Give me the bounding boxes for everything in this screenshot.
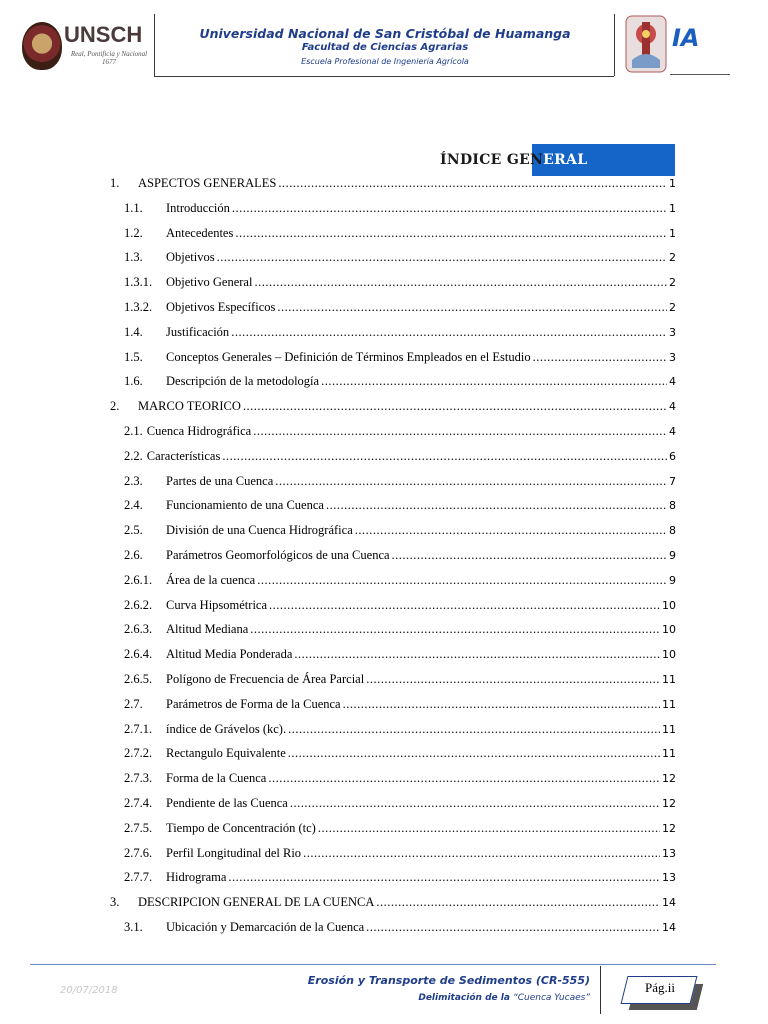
toc-entry-leader [275, 470, 667, 492]
toc-entry-page: 2 [669, 276, 676, 290]
toc-entry-page: 4 [669, 375, 676, 389]
toc-entry[interactable] [124, 420, 676, 442]
school-logo [618, 10, 738, 78]
toc-entry-leader [290, 792, 660, 814]
university-seal-icon [22, 22, 62, 70]
toc-entry[interactable] [124, 296, 676, 318]
toc-entry-number: 1.1. [124, 200, 143, 215]
toc-entry[interactable] [124, 792, 676, 814]
index-title-part1: ÍNDICE GEN [440, 152, 544, 168]
toc-entry-title: Introducción [166, 200, 230, 215]
toc-entry-number: 2.7.7. [124, 870, 153, 885]
toc-entry-leader [268, 767, 660, 789]
toc-entry-title: Pendiente de las Cuenca [166, 796, 288, 810]
toc-entry-number: 2.6.5. [124, 672, 153, 686]
toc-entry-title: Ubicación y Demarcación de la Cuenca [166, 920, 365, 934]
toc-entry[interactable] [124, 470, 676, 492]
logo-motto [64, 50, 154, 66]
toc-entry-title: Curva Hipsométrica [166, 597, 268, 612]
toc-entry[interactable] [124, 718, 676, 740]
toc-entry-page: 9 [669, 549, 676, 562]
toc-entry[interactable] [124, 594, 676, 616]
toc-entry-leader [277, 296, 667, 318]
toc-entry[interactable] [110, 172, 676, 194]
toc-entry-page: 7 [669, 474, 676, 488]
toc-entry-page: 11 [662, 673, 676, 686]
index-title-part2: ERAL [543, 152, 588, 168]
toc-entry[interactable] [124, 544, 676, 566]
toc-entry-leader [376, 891, 660, 913]
toc-entry-title: Parámetros de Forma de la Cuenca [166, 696, 341, 711]
toc-entry-leader [294, 643, 660, 665]
footer-subtitle-quote: “Cuenca Yucaes” [513, 993, 590, 1003]
toc-entry[interactable] [124, 271, 676, 293]
toc-entry-title: DESCRIPCION GENERAL DE LA CUENCA [138, 895, 375, 910]
toc-entry-number: 2.6.1. [124, 572, 153, 587]
toc-entry-leader [254, 271, 667, 293]
toc-entry[interactable] [124, 693, 676, 715]
toc-entry-page: 14 [662, 896, 676, 910]
toc-entry-leader [257, 569, 667, 591]
toc-entry-page: 11 [662, 747, 676, 761]
toc-entry-title: Conceptos Generales – Definición de Términos Empleados en el Estudio [166, 349, 531, 364]
toc-entry-number: 1.6. [124, 374, 143, 389]
toc-entry-leader [343, 693, 660, 715]
toc-entry[interactable] [124, 866, 676, 888]
toc-entry-number: 2.6.2. [124, 597, 153, 612]
toc-entry[interactable] [124, 767, 676, 789]
toc-entry-title: Rectangulo Equivalente [166, 746, 286, 761]
toc-entry-leader [269, 594, 660, 616]
toc-entry-page: 10 [662, 648, 676, 662]
toc-entry-page: 4 [669, 425, 676, 438]
toc-entry-title: Funcionamiento de una Cuenca [166, 498, 324, 513]
toc-entry-leader [288, 742, 660, 764]
toc-entry-title: Área de la cuenca [166, 572, 256, 587]
footer-subtitle [250, 993, 590, 1003]
toc-entry-title: Objetivo General [166, 275, 253, 290]
university-logo [22, 18, 152, 78]
header-titles [155, 26, 615, 69]
footer-subtitle-prefix: Delimitación de la [418, 993, 514, 1003]
toc-entry-leader [318, 817, 660, 839]
toc-entry-number: 2. [110, 399, 120, 414]
page-number: Pág.ii [645, 980, 675, 995]
toc-entry-leader [222, 445, 667, 467]
footer-divider [600, 966, 601, 1014]
toc-entry-leader [321, 370, 667, 392]
toc-entry-number: 1.3. [124, 250, 143, 265]
toc-entry-page: 8 [669, 524, 676, 538]
toc-entry-leader [235, 222, 667, 244]
toc-entry-title: Tiempo de Concentración (tc) [166, 820, 316, 835]
toc-entry-page: 6 [669, 449, 676, 463]
footer-date: 20/07/2018 [60, 985, 118, 996]
toc-entry-title: MARCO TEORICO [138, 399, 241, 414]
toc-entry-number: 1.2. [124, 225, 143, 240]
toc-entry-number: 2.5. [124, 523, 143, 538]
logo-text: UNSCH [64, 22, 143, 47]
toc-entry-number: 1.4. [124, 324, 143, 339]
toc-entry-page: 2 [669, 301, 676, 314]
toc-entry[interactable] [124, 346, 676, 368]
agricultural-emblem-icon [624, 12, 668, 74]
toc-entry[interactable] [124, 916, 676, 938]
footer-line [30, 964, 716, 965]
university-name: Universidad Nacional de San Cristóbal de Huamanga [199, 26, 571, 41]
toc-entry-number: 2.4. [124, 498, 143, 513]
toc-entry-title: Características [146, 448, 221, 463]
toc-entry-number: 2.7.5. [124, 820, 153, 835]
toc-entry-title: División de una Cuenca Hidrográfica [166, 523, 353, 538]
toc-entry-page: 8 [669, 499, 676, 513]
toc-entry-page: 12 [662, 772, 676, 786]
toc-entry-title: Objetivos [166, 250, 215, 265]
toc-entry[interactable] [124, 643, 676, 665]
toc-entry[interactable] [124, 370, 676, 392]
toc-entry[interactable] [110, 395, 676, 417]
toc-entry-title: Polígono de Frecuencia de Área Parcial [166, 672, 365, 686]
toc-entry-title: Hidrograma [166, 870, 227, 885]
toc-entry-number: 2.7.1. [124, 721, 153, 736]
toc-entry-number: 2.7.6. [124, 845, 153, 860]
toc-entry-number: 3.1. [124, 920, 143, 934]
toc-entry-page: 12 [662, 821, 676, 835]
toc-entry-page: 14 [662, 921, 676, 934]
toc-entry-title: Descripción de la metodología [166, 374, 320, 389]
toc-entry[interactable] [124, 197, 676, 219]
toc-entry-title: índice de Grávelos (kc). [166, 721, 287, 736]
toc-entry[interactable] [124, 321, 676, 343]
toc-entry-title: Cuenca Hidrográfica [146, 424, 252, 438]
toc-entry-page: 12 [662, 797, 676, 810]
toc-entry-title: Partes de una Cuenca [166, 473, 274, 488]
toc-entry-number: 1. [110, 176, 120, 190]
footer-course-title: Erosión y Transporte de Sedimentos (CR-555) [307, 974, 590, 987]
toc-entry-leader [278, 172, 667, 194]
toc-entry-number: 2.6.4. [124, 647, 153, 662]
header-underline [154, 76, 614, 77]
toc-entry-title: Objetivos Específicos [166, 300, 276, 314]
toc-entry-leader [326, 494, 667, 516]
toc-entry-number: 3. [110, 895, 120, 910]
toc-entry-leader [392, 544, 667, 566]
toc-entry-leader [303, 842, 660, 864]
ia-underline [670, 74, 730, 75]
toc-entry-page: 1 [669, 177, 676, 190]
toc-entry-page: 11 [662, 697, 676, 711]
toc-entry[interactable] [124, 618, 676, 640]
page-number-box [624, 976, 696, 1006]
toc-entry-title: Antecedentes [166, 225, 234, 240]
toc-entry-page: 2 [669, 251, 676, 265]
toc-entry-title: Forma de la Cuenca [166, 771, 267, 786]
toc-entry-leader [253, 420, 667, 442]
toc-entry[interactable] [124, 817, 676, 839]
toc-entry-leader [533, 346, 667, 368]
toc-entry-title: Parámetros Geomorfológicos de una Cuenca [166, 548, 390, 562]
toc-entry-number: 2.6. [124, 548, 143, 562]
toc-entry-number: 1.3.2. [124, 300, 153, 314]
toc-entry[interactable] [124, 668, 676, 690]
toc-entry-title: ASPECTOS GENERALES [138, 176, 277, 190]
toc-entry-page: 13 [662, 846, 676, 860]
toc-entry[interactable] [124, 519, 676, 541]
toc-entry-title: Perfil Longitudinal del Rio [166, 845, 302, 860]
toc-entry-number: 2.7. [124, 696, 143, 711]
toc-entry-leader [355, 519, 667, 541]
toc-entry-page: 4 [669, 400, 676, 414]
toc-entry[interactable] [124, 742, 676, 764]
toc-entry-number: 2.7.2. [124, 746, 153, 761]
toc-entry-number: 2.3. [124, 473, 143, 488]
logo-motto-text: Real, Pontificia y Nacional [70, 50, 148, 58]
toc-entry-page: 1 [669, 226, 676, 240]
toc-entry-leader [250, 618, 660, 640]
toc-entry-number: 2.7.3. [124, 771, 153, 786]
toc-entry-leader [232, 197, 667, 219]
toc-entry-page: 1 [669, 201, 676, 215]
toc-entry-leader [243, 395, 667, 417]
toc-entry-page: 9 [669, 573, 676, 587]
ia-logo-text: IA [672, 24, 700, 52]
toc-entry[interactable] [124, 246, 676, 268]
toc-entry-number: 2.7.4. [124, 796, 153, 810]
index-title [440, 152, 587, 168]
toc-entry-number: 2.6.3. [124, 622, 153, 637]
toc-entry-page: 10 [662, 598, 676, 612]
toc-entry[interactable] [124, 222, 676, 244]
toc-entry-leader [228, 866, 660, 888]
toc-entry-page: 11 [662, 722, 676, 736]
toc-entry-page: 3 [669, 350, 676, 364]
toc-entry-number: 1.3.1. [124, 275, 153, 290]
toc-entry[interactable] [124, 494, 676, 516]
toc-entry-page: 13 [662, 871, 676, 885]
toc-entry-page: 10 [662, 623, 676, 637]
toc-entry-page: 3 [669, 325, 676, 339]
toc-entry-title: Justificación [166, 324, 230, 339]
toc-entry-title: Altitud Mediana [166, 622, 249, 637]
toc-entry-leader [217, 246, 667, 268]
faculty-name: Facultad de Ciencias Agrarias [301, 42, 469, 53]
toc-entry-leader [288, 718, 660, 740]
toc-entry-number: 1.5. [124, 349, 143, 364]
toc-entry[interactable] [124, 445, 676, 467]
toc-entry[interactable] [110, 891, 676, 913]
toc-entry-leader [366, 668, 660, 690]
toc-entry-leader [231, 321, 667, 343]
toc-entry-number: 2.1. [124, 424, 143, 438]
toc-entry-leader [366, 916, 660, 938]
toc-entry[interactable] [124, 569, 676, 591]
toc-entry[interactable] [124, 842, 676, 864]
logo-year: 1677 [102, 58, 116, 66]
toc-entry-title: Altitud Media Ponderada [166, 647, 293, 662]
school-name: Escuela Profesional de Ingeniería Agrícola [301, 57, 469, 66]
toc-entry-number: 2.2. [124, 448, 143, 463]
